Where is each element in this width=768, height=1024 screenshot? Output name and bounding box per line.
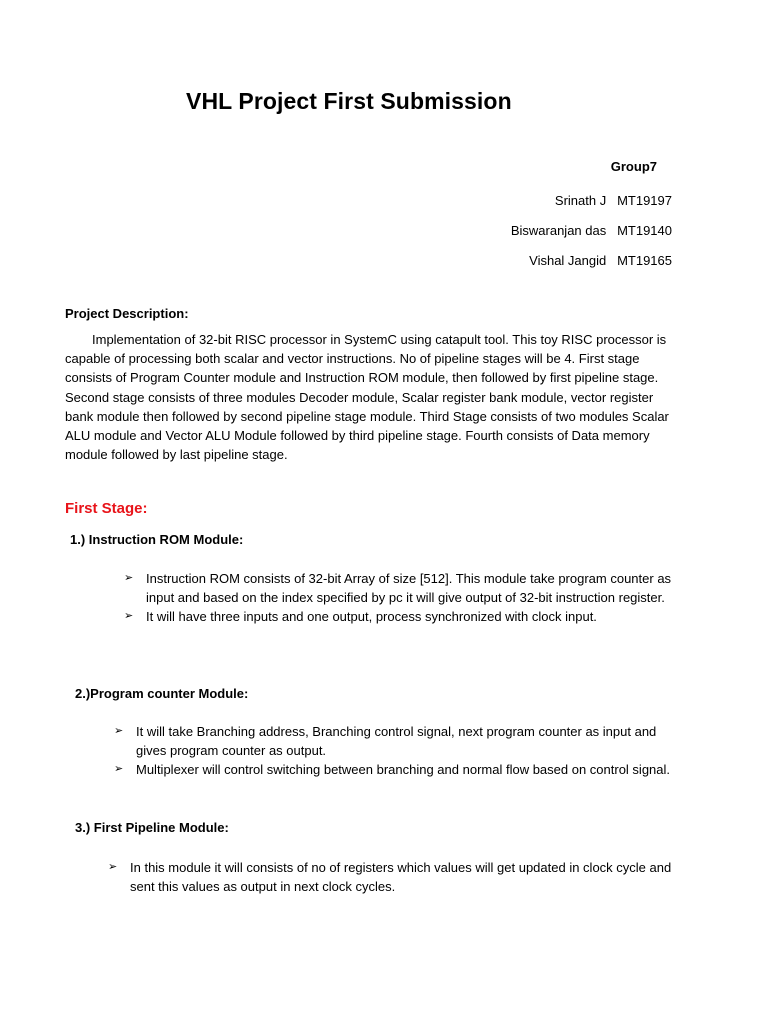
bullet-item [108, 858, 688, 896]
arrow-bullet-icon: ➢ [124, 610, 134, 623]
arrow-bullet-icon: ➢ [124, 572, 134, 584]
bullet-text: It will have three inputs and one output, process synchronized with clock input. [146, 609, 597, 625]
bullet-item [124, 569, 684, 607]
description-paragraph: Implementation of 32-bit RISC processor in SystemC using catapult tool. This toy RISC processor is capable of processing both scalar and vector instructions. No of pipeline stages will be 4. First stage consists of Program Counter module and Instruction ROM module, then followed by first pipeline stage. Second stage consists of three modules Decoder module, Scalar register bank module, vector register bank module then followed by second pipeline stage module. Third Stage consists of two modules Scalar ALU module and Vector ALU Module followed by third pipeline stage. Fourth consists of Data memory module followed by last pipeline stage. [65, 332, 669, 463]
member-row [372, 222, 672, 240]
group-name: Group7 [610, 159, 657, 174]
member-row [372, 252, 672, 270]
member-name: Srinath J [554, 193, 607, 208]
module-1-heading: 1.) Instruction ROM Module: [70, 532, 244, 547]
member-id: MT19197 [617, 193, 672, 208]
member-name: Vishal Jangid [529, 253, 607, 268]
first-stage-heading: First Stage: [65, 500, 148, 517]
bullet-text: Instruction ROM consists of 32-bit Array of size [512]. This module take program counter as input and based on the index specified by pc it will give output of 32-bit instruction register. [146, 571, 672, 606]
module-2-bullets [114, 722, 674, 780]
arrow-bullet-icon: ➢ [114, 725, 124, 737]
bullet-text: It will take Branching address, Branching control signal, next program counter as input and gives program counter as output. [136, 724, 657, 759]
module-3-bullets [108, 858, 688, 896]
arrow-bullet-icon: ➢ [114, 763, 124, 776]
bullet-item [114, 760, 674, 779]
member-id: MT19140 [617, 223, 672, 238]
member-name: Biswaranjan das [510, 223, 607, 238]
bullet-item [124, 607, 684, 626]
document-title: VHL Project First Submission [186, 88, 512, 114]
arrow-bullet-icon: ➢ [108, 861, 118, 873]
member-id: MT19165 [617, 253, 672, 268]
module-2-heading: 2.)Program counter Module: [75, 686, 249, 701]
bullet-text: In this module it will consists of no of registers which values will get updated in clock cycle and sent this values as output in next clock cycles. [130, 860, 672, 895]
module-3-heading: 3.) First Pipeline Module: [75, 820, 229, 835]
member-row [372, 192, 672, 210]
description-heading: Project Description: [65, 306, 189, 321]
bullet-text: Multiplexer will control switching between branching and normal flow based on control signal. [136, 762, 671, 778]
author-block [372, 158, 672, 282]
bullet-item [114, 722, 674, 760]
module-1-bullets [124, 569, 684, 627]
